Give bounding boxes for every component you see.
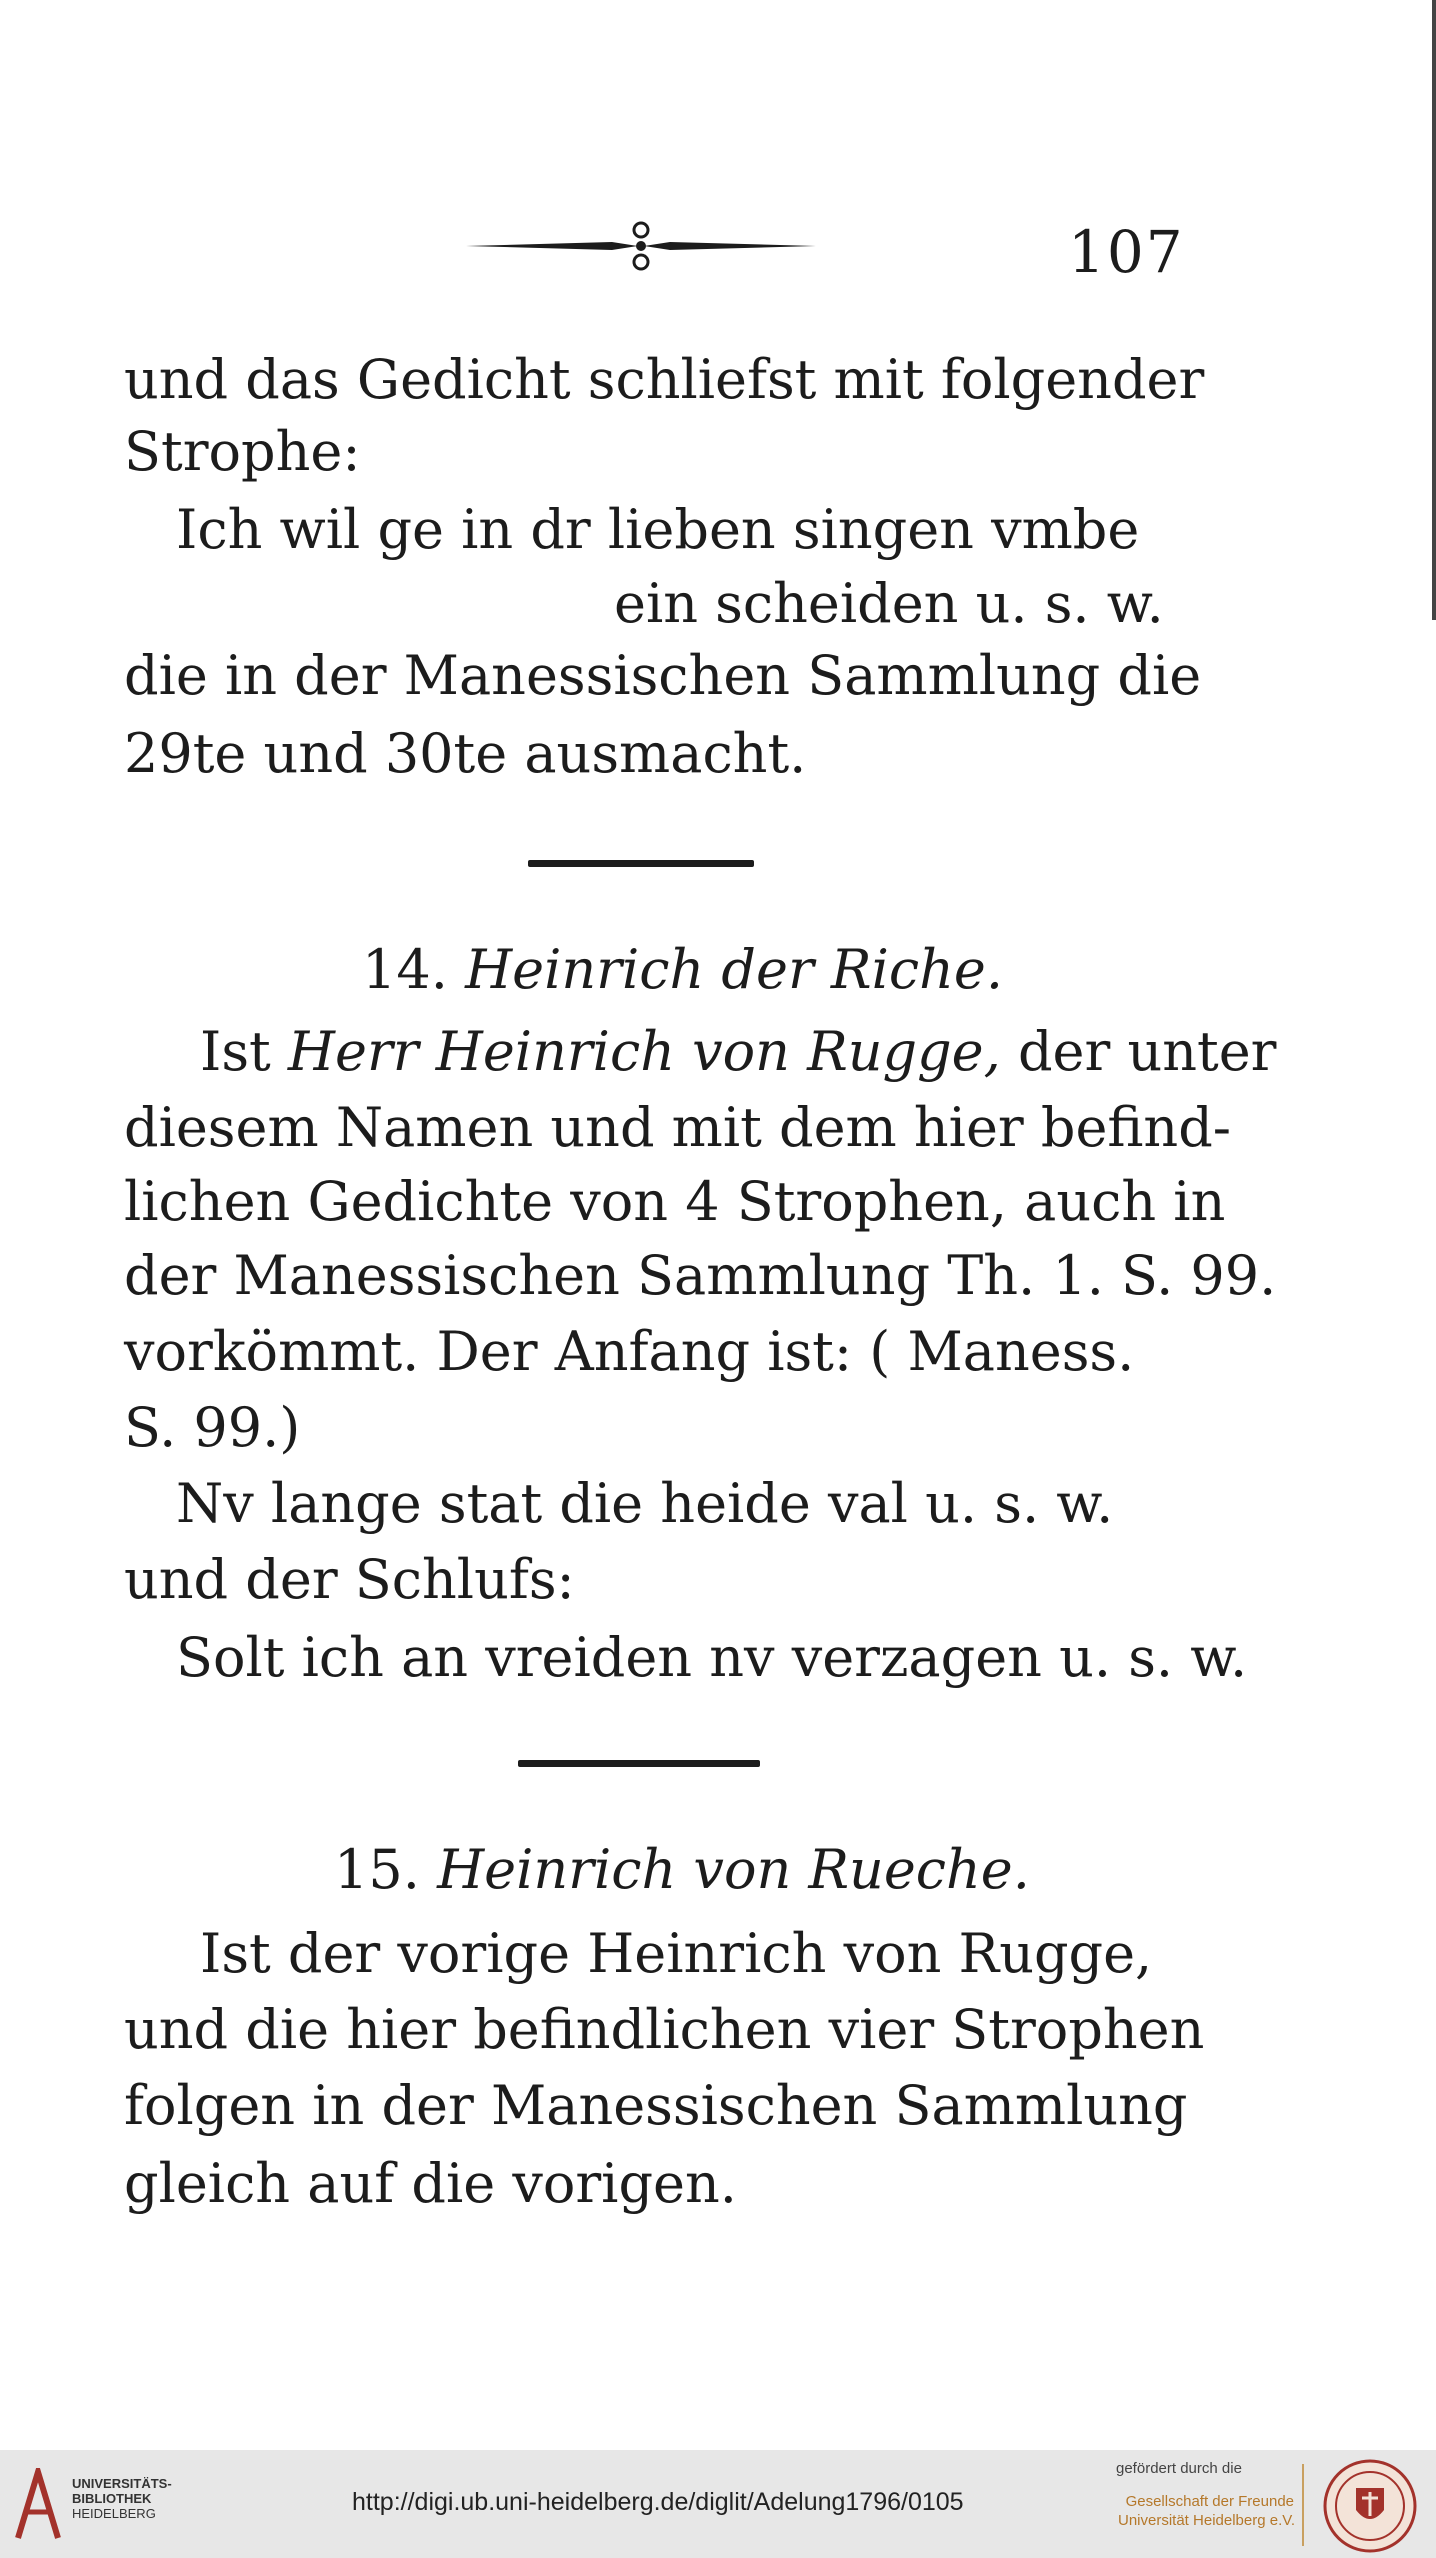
text-line: gleich auf die vorigen. — [124, 2152, 737, 2215]
text-line: die in der Manessischen Sammlung die — [124, 644, 1202, 707]
society-name-line: Gesellschaft der Freunde — [1125, 2493, 1294, 2510]
library-name — [72, 2476, 172, 2521]
verse-line: Nv lange stat die heide val u. s. w. — [176, 1472, 1114, 1535]
text-line — [200, 1022, 1277, 1082]
text-line: Ist der vorige Heinrich von Rugge, — [200, 1922, 1153, 1985]
text-line: und das Gedicht schliefst mit folgender — [124, 348, 1205, 411]
page-number: 107 — [1068, 218, 1185, 286]
text-fragment: der unter — [1017, 1020, 1277, 1083]
text-line: 29te und 30te ausmacht. — [124, 722, 807, 785]
section-heading-15 — [334, 1840, 1030, 1900]
permalink-url[interactable]: http://digi.ub.uni-heidelberg.de/diglit/Adelung1796/0105 — [352, 2488, 964, 2516]
text-line: der Manessischen Sammlung Th. 1. S. 99. — [124, 1244, 1277, 1307]
page-edge-shadow — [1432, 0, 1436, 620]
text-line: und der Schlufs: — [124, 1548, 575, 1611]
viewer-footer — [0, 2450, 1436, 2558]
library-logo-icon — [14, 2468, 62, 2542]
text-fragment: Ist — [200, 1020, 271, 1083]
society-name — [1118, 2492, 1294, 2530]
section-divider — [528, 860, 754, 867]
section-number: 15. — [334, 1838, 420, 1901]
header-ornament — [462, 218, 820, 274]
section-heading-14 — [362, 940, 1003, 1000]
section-title: Heinrich von Rueche. — [437, 1838, 1030, 1901]
section-divider — [518, 1760, 760, 1767]
text-line: Strophe: — [124, 420, 361, 483]
funded-by-label: gefördert durch die — [1116, 2460, 1242, 2477]
verse-line: Solt ich an vreiden nv verzagen u. s. w. — [176, 1626, 1248, 1689]
text-line: folgen in der Manessischen Sammlung — [124, 2074, 1188, 2137]
university-seal-icon — [1322, 2458, 1418, 2554]
society-name-line: Universität Heidelberg e.V. — [1118, 2512, 1296, 2529]
text-line: diesem Namen und mit dem hier befind- — [124, 1096, 1232, 1159]
text-line: und die hier befindlichen vier Strophen — [124, 1998, 1205, 2061]
text-line: vorkömmt. Der Anfang ist: ( Maness. — [124, 1320, 1135, 1383]
text-line: S. 99.) — [124, 1396, 301, 1459]
section-number: 14. — [362, 938, 448, 1001]
text-line: lichen Gedichte von 4 Strophen, auch in — [124, 1170, 1226, 1233]
italic-name: Herr Heinrich von Rugge, — [287, 1020, 1001, 1083]
library-name-line: UNIVERSITÄTS- — [72, 2476, 172, 2491]
library-name-line: HEIDELBERG — [72, 2506, 156, 2521]
verse-line: Ich wil ge in dr lieben singen vmbe — [176, 498, 1140, 561]
library-name-line: BIBLIOTHEK — [72, 2491, 152, 2506]
footer-divider — [1302, 2464, 1304, 2546]
section-title: Heinrich der Riche. — [465, 938, 1004, 1001]
verse-line: ein scheiden u. s. w. — [614, 572, 1164, 635]
